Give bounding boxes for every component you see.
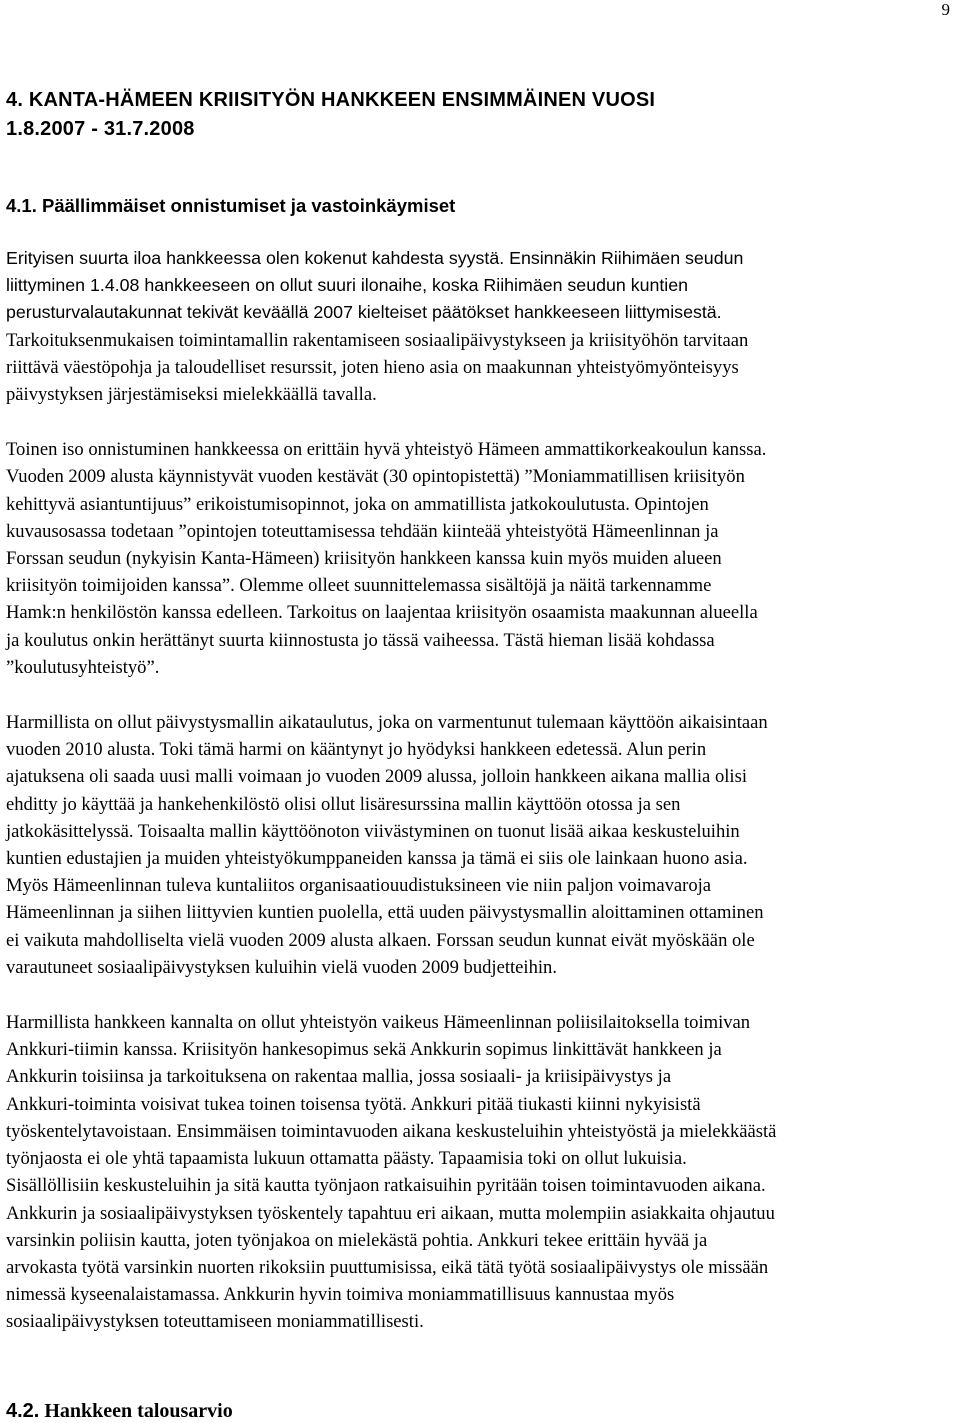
budget-heading bbox=[6, 1399, 233, 1423]
text-line: päivystyksen järjestämiseksi mielekkäällä tavalla. bbox=[6, 384, 377, 406]
budget-heading-number: 4.2. bbox=[6, 1400, 40, 1422]
text-line: ajatuksena oli saada uusi malli voimaan jo vuoden 2009 alussa, jolloin hankkeen aikana mallia olisi bbox=[6, 766, 747, 788]
chapter-heading bbox=[6, 86, 655, 144]
text-line: Sisällöllisiin keskusteluihin ja sitä kautta työnjaon ratkaisuihin pyritään toisen toimintavuoden aikana. bbox=[6, 1175, 766, 1197]
text-line: työskentelytavoistaan. Ensimmäisen toimintavuoden aikana keskusteluihin yhteistyöstä ja mielekkäästä bbox=[6, 1120, 777, 1142]
paragraph-riihimaki bbox=[6, 245, 958, 408]
text-line: riittävä väestöpohja ja taloudelliset resurssit, joten hieno asia on maakunnan yhteistyömyönteisyys bbox=[6, 356, 739, 378]
text-line: varautuneet sosiaalipäivystyksen kuluihin vielä vuoden 2009 budjetteihin. bbox=[6, 956, 557, 978]
text-line: Ankkuri-toiminta voisivat tukea toinen toisensa työtä. Ankkuri pitää tiukasti kiinni nykyisistä bbox=[6, 1093, 701, 1115]
paragraph-hamk-cooperation bbox=[6, 436, 958, 681]
text-line: Hämeenlinnan ja siihen liittyvien kuntien puolella, että uuden päivystysmallin aloittaminen ottaminen bbox=[6, 902, 764, 924]
section-heading: 4.1. Päällimmäiset onnistumiset ja vastoinkäymiset bbox=[6, 195, 456, 216]
text-line: kuvausosassa todetaan ”opintojen toteuttamisessa tehdään kiinteää yhteistyötä Hämeenlinnan ja bbox=[6, 520, 719, 542]
budget-heading-title: Hankkeen talousarvio bbox=[44, 1400, 233, 1422]
text-line: Erityisen suurta iloa hankkeessa olen kokenut kahdesta syystä. Ensinnäkin Riihimäen seudun bbox=[6, 248, 744, 268]
text-line: perusturvalautakunnat tekivät keväällä 2007 kielteiset päätökset hankkeeseen liittymisestä. bbox=[6, 302, 722, 323]
text-line: työnjaosta ei ole yhtä tapaamista lukuun ottamatta päästy. Tapaamisia toki on ollut lukuisia. bbox=[6, 1148, 687, 1170]
text-line: Ankkuri-tiimin kanssa. Kriisityön hankesopimus sekä Ankkurin sopimus linkittävät hankkeen ja bbox=[6, 1039, 722, 1061]
text-line: ei vaikuta mahdolliselta vielä vuoden 2009 alusta alkaen. Forssan seudun kunnat eivät myöskään ole bbox=[6, 929, 755, 951]
text-line: Hamk:n henkilöstön kanssa edelleen. Tarkoitus on laajentaa kriisityön osaamista maakunnan alueella bbox=[6, 602, 758, 624]
text-line: ehditty jo käyttää ja hankehenkilöstö olisi ollut lisäresurssina mallin käyttöön otossa ja sen bbox=[6, 793, 681, 815]
page-number: 9 bbox=[941, 0, 950, 19]
text-line: ”koulutusyhteistyö”. bbox=[6, 656, 160, 678]
text-line: Tarkoituksenmukaisen toimintamallin rakentamiseen sosiaalipäivystykseen ja kriisityöhön tarvitaan bbox=[6, 329, 749, 351]
text-line: jatkokäsittelyssä. Toisaalta mallin käyttöönoton viivästyminen on tuonut lisää aikaa keskusteluihin bbox=[6, 820, 740, 842]
text-line: sosiaalipäivystyksen toteuttamiseen moniammatillisesti. bbox=[6, 1311, 424, 1333]
text-line: Ankkurin ja sosiaalipäivystyksen työskentely tapahtuu eri aikaan, mutta molempiin asiakkaita ohjautuu bbox=[6, 1202, 775, 1224]
text-line: liittyminen 1.4.08 hankkeeseen on ollut suuri ilonaihe, koska Riihimäen seudun kuntien bbox=[6, 275, 689, 296]
text-line: Harmillista hankkeen kannalta on ollut yhteistyön vaikeus Hämeenlinnan poliisilaitoksella toimivan bbox=[6, 1012, 751, 1034]
text-line: Ankkurin toisiinsa ja tarkoituksena on rakentaa mallia, jossa sosiaali- ja kriisipäivystys ja bbox=[6, 1066, 672, 1088]
body-text bbox=[6, 245, 958, 1336]
text-line: Forssan seudun (nykyisin Kanta-Hämeen) kriisityön hankkeen kanssa kuin myös muiden alueen bbox=[6, 548, 722, 570]
text-line: Myös Hämeenlinnan tuleva kuntaliitos organisaatiouudistuksineen vie niin paljon voimavaroja bbox=[6, 875, 712, 897]
text-line: arvokasta työtä varsinkin nuorten rikoksiin puuttumisissa, eikä tätä työtä sosiaalipäivystys ole missään bbox=[6, 1256, 769, 1278]
chapter-heading-period: 1.8.2007 - 31.7.2008 bbox=[6, 118, 195, 140]
paragraph-schedule-delay bbox=[6, 709, 958, 981]
paragraph-ankkuri bbox=[6, 1009, 958, 1335]
text-line: Toinen iso onnistuminen hankkeessa on erittäin hyvä yhteistyö Hämeen ammattikorkeakoulun kanssa. bbox=[6, 439, 767, 461]
text-line: Vuoden 2009 alusta käynnistyvät vuoden kestävät (30 opintopistettä) ”Moniammatillisen kriisityön bbox=[6, 466, 745, 488]
chapter-heading-title: 4. KANTA-HÄMEEN KRIISITYÖN HANKKEEN ENSIMMÄINEN VUOSI bbox=[6, 89, 656, 111]
text-line: Harmillista on ollut päivystysmallin aikataulutus, joka on varmentunut tulemaan käyttöön aikaisintaan bbox=[6, 712, 768, 734]
text-line: ja koulutus onkin herättänyt suurta kiinnostusta jo tässä vaiheessa. Tästä hieman lisää kohdassa bbox=[6, 629, 715, 651]
text-line: nimessä kyseenalaistamassa. Ankkurin hyvin toimiva moniammatillisuus kannustaa myös bbox=[6, 1284, 675, 1306]
text-line: kehittyvä asiantuntijuus” erikoistumisopinnot, joka on ammatillista jatkokoulutusta. Opintojen bbox=[6, 493, 709, 515]
text-line: vuoden 2010 alusta. Toki tämä harmi on kääntynyt jo hyödyksi hankkeen edetessä. Alun perin bbox=[6, 739, 707, 761]
text-line: kriisityön toimijoiden kanssa”. Olemme olleet suunnittelemassa sisältöjä ja näitä tarkennamme bbox=[6, 575, 712, 597]
text-line: kuntien edustajien ja muiden yhteistyökumppaneiden kanssa ja tämä ei siis ole lainkaan huono asia. bbox=[6, 848, 748, 870]
text-line: varsinkin poliisin kautta, joten työnjakoa on mielekästä pohtia. Ankkuri tekee erittäin hyvää ja bbox=[6, 1229, 708, 1251]
